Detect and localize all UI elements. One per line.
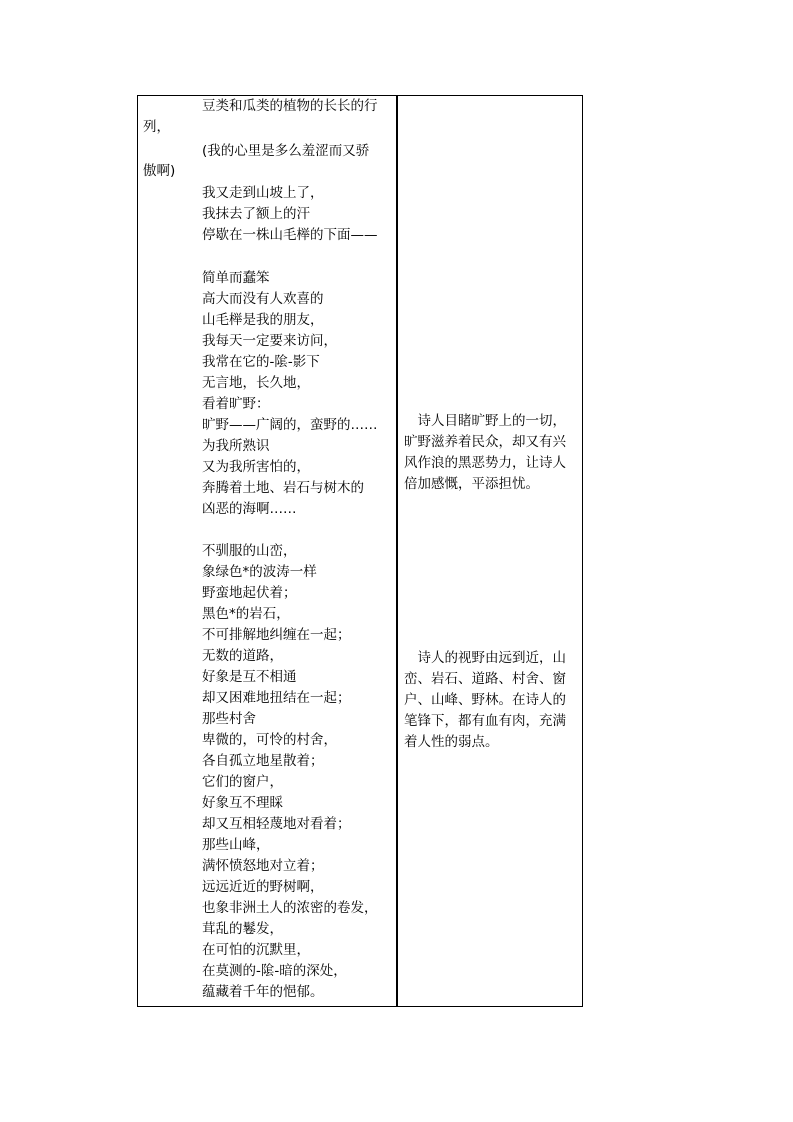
poem-line: 山毛榉是我的朋友，: [202, 312, 324, 328]
note-line: 旷野滋养着民众，却又有兴: [404, 434, 566, 450]
poem-line: 远远近近的野树啊，: [202, 879, 324, 895]
poem-line: 无言地，长久地，: [202, 375, 310, 391]
poem-line: 又为我所害怕的，: [202, 459, 310, 475]
poem-line: 卑微的，可怜的村舍，: [202, 732, 337, 748]
poem-line: 停歇在一株山毛榉的下面——: [202, 227, 378, 243]
poem-line: 好象是互不相通: [202, 669, 297, 685]
analysis-note-2: [404, 648, 578, 753]
poem-line: 却又互相轻蔑地对看着；: [202, 816, 351, 832]
poem-line: 我又走到山坡上了，: [202, 185, 324, 201]
poem-line: 那些山峰，: [202, 837, 270, 853]
note-line: 笔锋下，都有血有肉，充满: [404, 713, 566, 729]
poem-line: 茸乱的鬈发，: [202, 921, 283, 937]
poem-line: 我抹去了额上的汗: [202, 206, 310, 222]
poem-line: 好象互不理睬: [202, 795, 283, 811]
poem-line: 满怀愤怒地对立着；: [202, 858, 324, 874]
poem-line: 不驯服的山峦，: [202, 543, 297, 559]
poem-line: 高大而没有人欢喜的: [202, 291, 324, 307]
poem-line: 野蛮地起伏着；: [202, 585, 297, 601]
poem-line: 也象非洲土人的浓密的卷发，: [202, 900, 378, 916]
poem-analysis-table: [137, 95, 583, 1007]
poem-line: 不可排解地纠缠在一起；: [202, 627, 351, 643]
poem-line: 我每天一定要来访问，: [202, 333, 337, 349]
poem-line: 简单而蠢笨: [202, 270, 270, 286]
note-line: 诗人的视野由远到近，山: [404, 650, 566, 666]
poem-line: 豆类和瓜类的植物的长长的行: [202, 98, 378, 114]
poem-line: 无数的道路，: [202, 648, 283, 664]
note-line: 户、山峰、野林。在诗人的: [404, 692, 566, 708]
poem-line: 旷野——广阔的，蛮野的……: [202, 417, 378, 433]
poem-line: 那些村舍: [202, 711, 256, 727]
poem-line: 看着旷野：: [202, 396, 270, 412]
analysis-cell: [398, 96, 582, 1006]
poem-line: 奔腾着土地、岩石与树木的: [202, 480, 364, 496]
poem-line: (我的心里是多么羞涩而又骄: [202, 143, 370, 159]
poem-line: 我常在它的-隂-影下: [202, 354, 320, 370]
poem-line: 却又困难地扭结在一起；: [202, 690, 351, 706]
note-line: 风作浪的黑恶势力，让诗人: [404, 455, 566, 471]
poem-line: 蕴藏着千年的悒郁。: [202, 984, 324, 1000]
poem-line: 凶恶的海啊……: [202, 501, 297, 517]
poem-line: 在可怕的沉默里，: [202, 942, 310, 958]
poem-line: 列，: [143, 119, 170, 135]
analysis-note-1: [404, 411, 578, 495]
note-line: 峦、岩石、道路、村舍、窗: [404, 671, 566, 687]
poem-line: 傲啊): [143, 163, 176, 179]
poem-text-cell: [138, 96, 396, 1006]
poem-line: 在莫测的-隂-暗的深处，: [202, 963, 347, 979]
note-line: 倍加感慨，平添担忧。: [404, 476, 539, 492]
poem-line: 各自孤立地星散着；: [202, 753, 324, 769]
poem-line: 黑色*的岩石，: [202, 606, 290, 622]
note-line: 着人性的弱点。: [404, 734, 499, 750]
note-line: 诗人目睹旷野上的一切，: [404, 413, 566, 429]
poem-line: 象绿色*的波涛一样: [202, 564, 317, 580]
poem-line: 它们的窗户，: [202, 774, 283, 790]
poem-line: 为我所熟识: [202, 438, 270, 454]
